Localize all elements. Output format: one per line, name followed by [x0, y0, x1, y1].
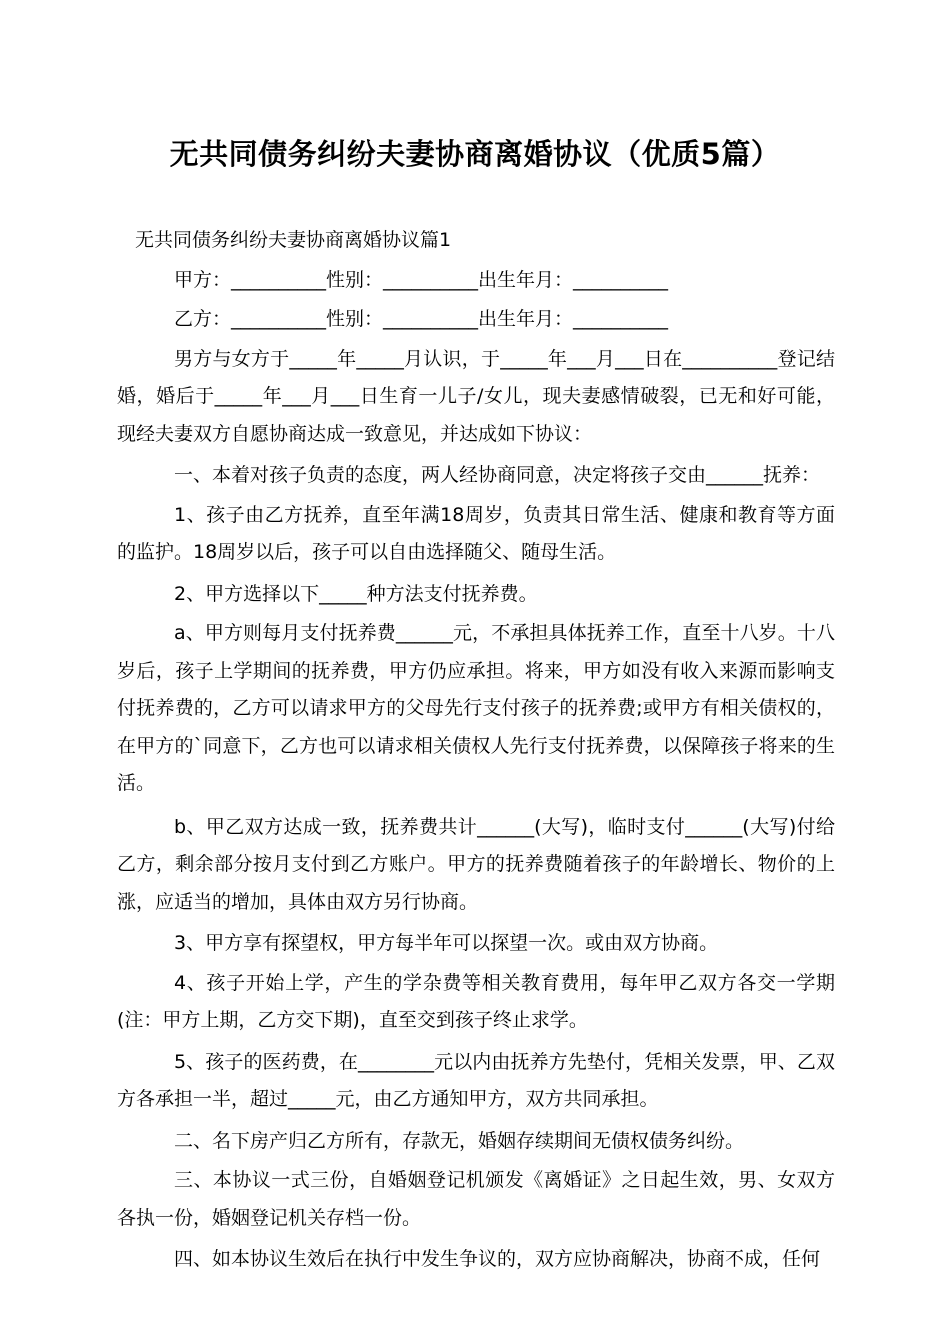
paragraph-item-3: 3、甲方享有探望权，甲方每半年可以探望一次。或由双方协商。 [174, 932, 719, 954]
paragraph-item-b: b、甲乙双方达成一致，抚养费共计______(大写)，临时支付______(大写)付给乙方，剩余部分按月支付到乙方账户。甲方的抚养费随着孩子的年龄增长、物价的上涨，应适当的增加，具体由双方另行协商。 [117, 815, 835, 913]
paragraph-item-2: 2、甲方选择以下_____种方法支付抚养费。 [174, 582, 538, 605]
paragraph-clause-3: 三、本协议一式三份，自婚姻登记机颁发《离婚证》之日起生效，男、女双方各执一份，婚姻登记机关存档一份。 [117, 1169, 835, 1229]
paragraph-item-5: 5、孩子的医药费，在________元以内由抚养方先垫付，凭相关发票，甲、乙双方各承担一半，超过_____元，由乙方通知甲方，双方共同承担。 [117, 1050, 835, 1110]
paragraph-clause-2: 二、名下房产归乙方所有，存款无，婚姻存续期间无债权债务纠纷。 [174, 1129, 745, 1152]
paragraph-item-a: a、甲方则每月支付抚养费______元，不承担具体抚养工作，直至十八岁。十八岁后，孩子上学期间的抚养费，甲方仍应承担。将来，甲方如没有收入来源而影响支付抚养费的，乙方可以请求甲方的父母先行支付孩子的抚养费;或甲方有相关债权的，在甲方的`同意下，乙方也可以请求相关债权人先行支付抚养费，以保障孩子将来的生活。 [117, 622, 835, 794]
section-heading: 无共同债务纠纷夫妻协商离婚协议篇1 [135, 229, 452, 251]
paragraph-intro: 男方与女方于_____年_____月认识，于_____年___月___日在__________登记结婚，婚后于_____年___月___日生育一儿子/女儿，现夫妻感情破裂，已无和好可能，现经夫妻双方自愿协商达成一致意见，并达成如下协议： [117, 347, 835, 445]
party-a-line: 甲方：__________性别：__________出生年月：__________ [174, 268, 669, 291]
paragraph-clause-1: 一、本着对孩子负责的态度，两人经协商同意，决定将孩子交由______抚养： [174, 464, 821, 486]
document-title: 无共同债务纠纷夫妻协商离婚协议（优质5篇） [169, 137, 781, 171]
paragraph-item-1: 1、孩子由乙方抚养，直至年满18周岁，负责其日常生活、健康和教育等方面的监护。18周岁以后，孩子可以自由选择随父、随母生活。 [117, 503, 835, 563]
paragraph-item-4: 4、孩子开始上学，产生的学杂费等相关教育费用，每年甲乙双方各交一学期(注：甲方上期，乙方交下期)，直至交到孩子终止求学。 [117, 971, 835, 1031]
party-b-line: 乙方：__________性别：__________出生年月：__________ [174, 308, 669, 330]
paragraph-clause-4: 四、如本协议生效后在执行中发生争议的，双方应协商解决，协商不成，任何 [174, 1248, 821, 1270]
document-body [117, 222, 835, 1283]
